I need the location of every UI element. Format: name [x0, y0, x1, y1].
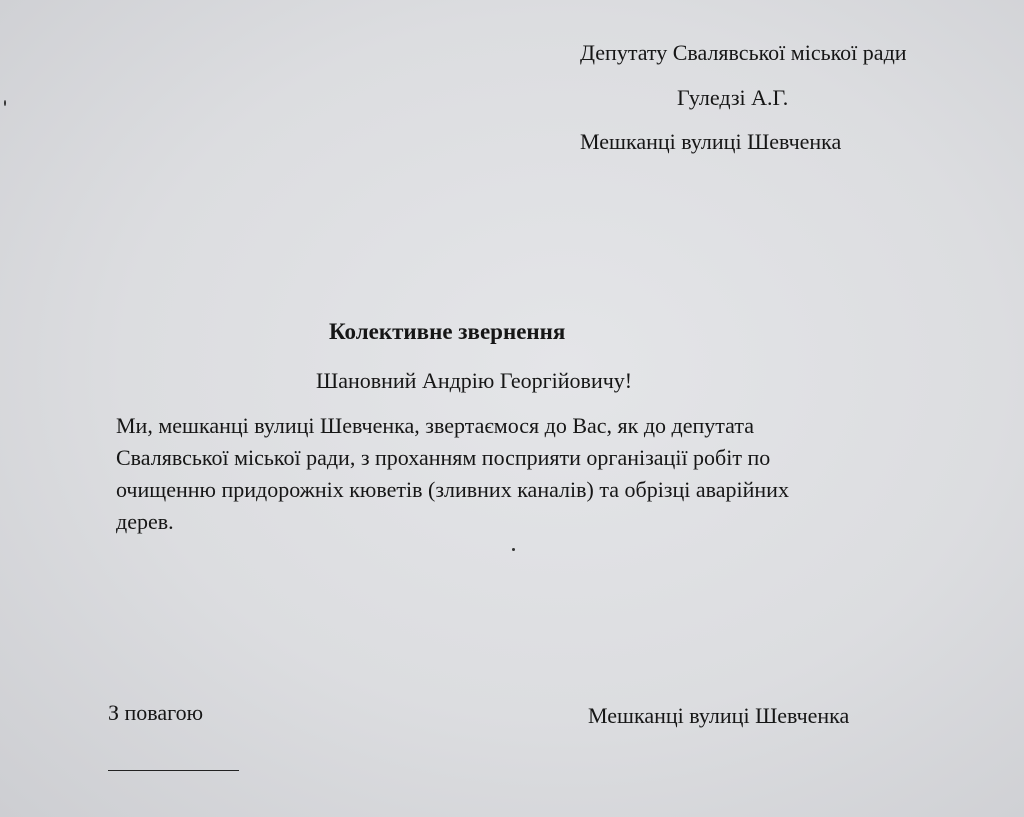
addressee-line-2: Гуледзі А.Г. [677, 85, 789, 110]
document-title: Колективне звернення [329, 319, 566, 344]
closing-phrase: З повагою [108, 700, 204, 725]
greeting: Шановний Андрію Георгійовичу! [316, 368, 633, 393]
addressee-line-3: Мешканці вулиці Шевченка [580, 129, 842, 154]
body-line: дерев. [116, 509, 174, 534]
paper-speck [4, 100, 6, 106]
addressee-line-1: Депутату Свалявської міської ради [580, 40, 907, 65]
paper-speck [512, 548, 515, 551]
body-line: очищенню придорожніх кюветів (зливних каналів) та обрізці аварійних [116, 477, 789, 502]
signature-line [108, 770, 239, 771]
body-paragraph [116, 410, 936, 538]
body-line: Свалявської міської ради, з проханням посприяти організації робіт по [116, 445, 771, 470]
signatory: Мешканці вулиці Шевченка [588, 703, 850, 728]
body-line: Ми, мешканці вулиці Шевченка, звертаємося до Вас, як до депутата [116, 413, 754, 438]
